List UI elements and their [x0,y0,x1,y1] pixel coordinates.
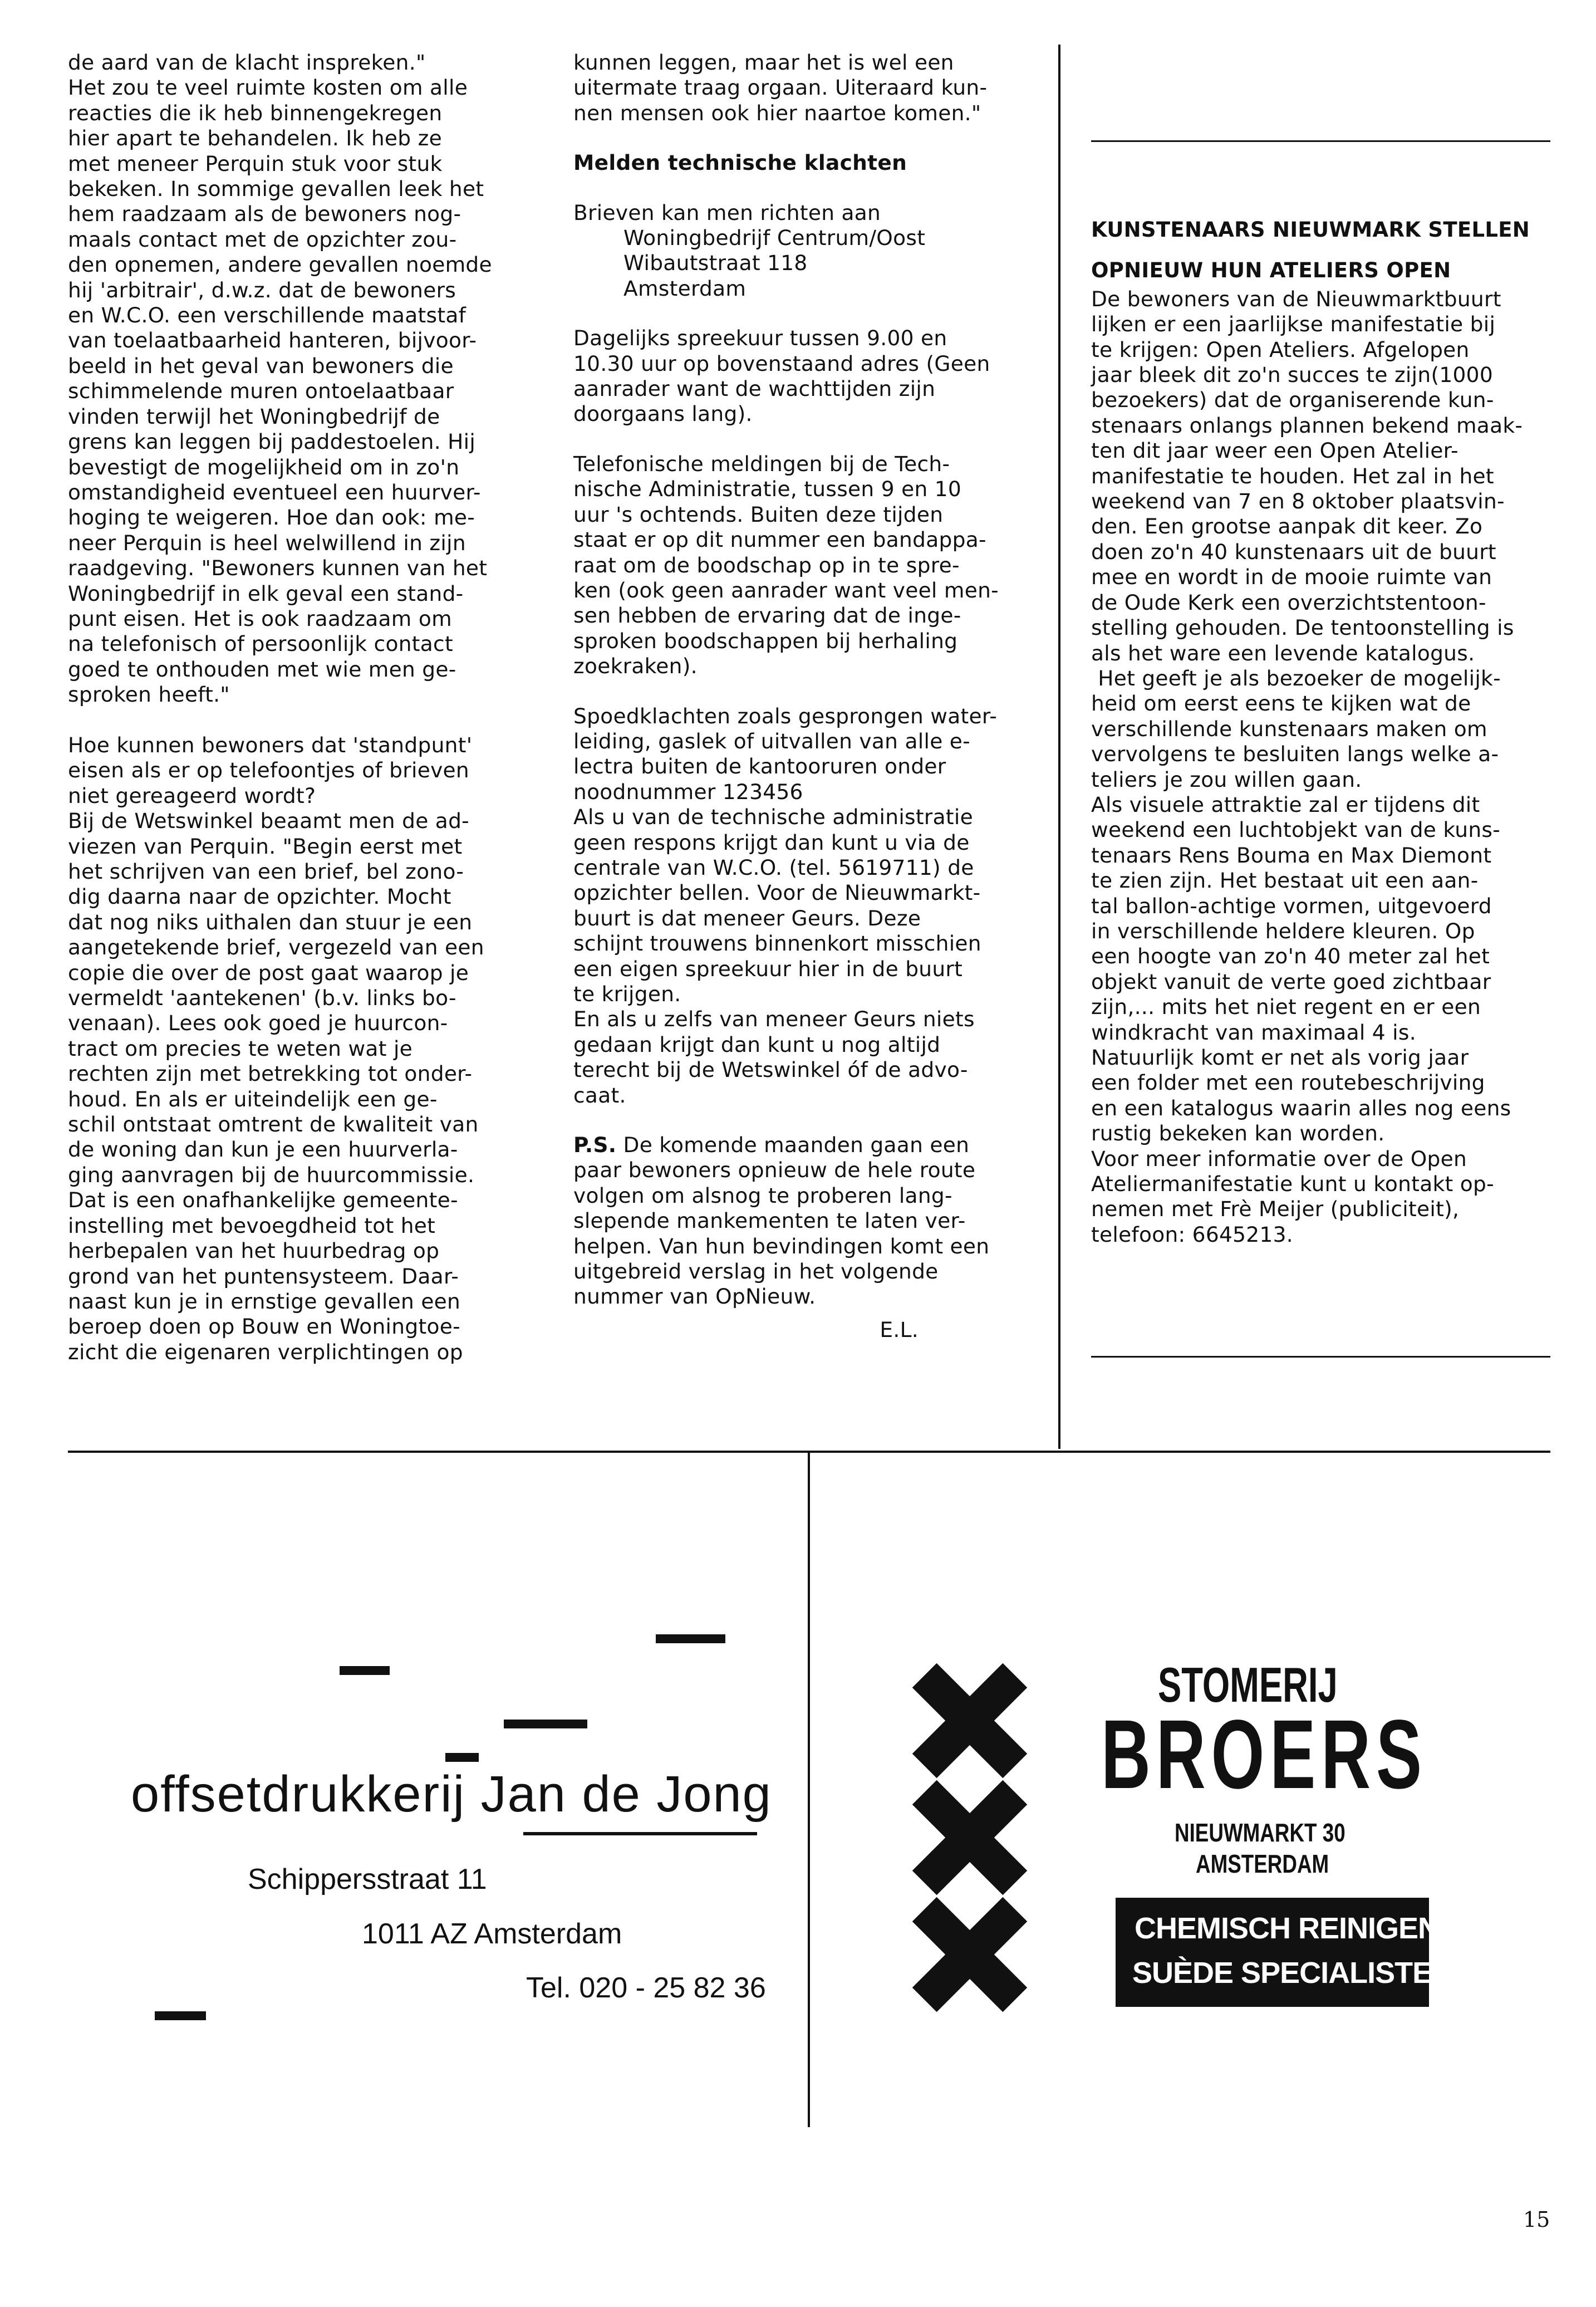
text-line: telefoon: 6645213. [1091,1222,1294,1247]
text-line: in verschillende heldere kleuren. Op [1091,918,1475,943]
text-line: uur 's ochtends. Buiten deze tijden [573,502,944,527]
column-1 [68,50,524,1365]
ps-first-line: De komende maanden gaan een [616,1133,970,1158]
printer-street: Schippersstraat 11 [248,1863,487,1895]
ad-divider-vertical [808,1451,810,2127]
text-line: zicht die eigenaren verplichtingen op [68,1339,463,1364]
decorative-dash [445,1753,479,1762]
text-line: De bewoners van de Nieuwmarktbuurt [1091,286,1501,311]
article-body [1091,287,1559,1247]
text-line: raat om de boodschap op in te spre- [573,552,960,577]
page-number: 15 [1523,2207,1550,2232]
service-suede: SUÈDE SPECIALISTEN [1132,1956,1453,1990]
text-line: van toelaatbaarheid hanteren, bijvoor- [68,328,477,353]
text-line: herbepalen van het huurbedrag op [68,1238,440,1263]
cross-icon [914,1782,1025,1893]
text-line: noodnummer 123456 [573,779,803,804]
stomerij-services-box [1116,1898,1453,2007]
text-line: Als u van de technische administratie [573,805,973,830]
text-line: viezen van Perquin. "Begin eerst met [68,834,463,859]
text-line: hem raadzaam als de bewoners nog- [68,202,461,227]
text-line: na telefonisch of persoonlijk contact [68,631,453,657]
text-line: met meneer Perquin stuk voor stuk [68,151,443,176]
text-line: buurt is dat meneer Geurs. Deze [573,905,921,930]
text-line: beroep doen op Bouw en Woningtoe- [68,1314,460,1339]
text-line: Dagelijks spreekuur tussen 9.00 en [573,326,947,351]
address-block [573,226,1035,301]
printer-city: 1011 AZ Amsterdam [362,1918,622,1950]
stomerij-street: NIEUWMARKT 30 [1175,1818,1345,1847]
text-line: nummer van OpNieuw. [573,1284,816,1309]
text-line: Natuurlijk komt er net als vorig jaar [1091,1045,1469,1070]
text-line: reacties die ik heb binnengekregen [68,100,443,125]
text-line: als het ware een levende katalogus. [1091,640,1475,665]
text-line: opzichter bellen. Voor de Nieuwmarkt- [573,880,981,905]
printer-company-name: offsetdrukkerij Jan de Jong [131,1766,772,1823]
text-line: maals contact met de opzichter zou- [68,227,457,252]
emergency-paragraph [573,704,1035,1109]
text-line: dat nog niks uithalen dan stuur je een [68,909,473,934]
stomerij-city: AMSTERDAM [1196,1849,1329,1878]
text-line: den opnemen, andere gevallen noemde [68,252,492,277]
decorative-dash [155,2011,206,2020]
text-line: instelling met bevoegdheid tot het [68,1213,436,1238]
text-line: den. Een grootse aanpak dit keer. Zo [1091,514,1483,539]
text-line: vervolgens te besluiten langs welke a- [1091,742,1499,767]
text-line: leiding, gaslek of uitvallen van alle e- [573,728,970,753]
text-line: sen hebben de ervaring dat de inge- [573,603,961,628]
address-line: Amsterdam [623,276,747,301]
column-2-intro [573,50,1035,126]
text-line [68,708,524,733]
column-divider-vertical [1058,45,1060,1449]
decorative-dash [340,1666,390,1675]
text-line: goed te onthouden met wie men ge- [68,657,456,682]
text-line: lectra buiten de kantooruren onder [573,754,946,779]
text-line: niet gereageerd wordt? [68,783,316,808]
signature: E.L. [880,1317,919,1342]
text-line: uitermate traag orgaan. Uiteraard kun- [573,75,988,100]
text-line: Het geeft je als bezoeker de mogelijk- [1091,665,1501,690]
text-line: hier apart te behandelen. Ik heb ze [68,126,442,151]
text-line: geen respons krijgt dan kunt u via de [573,830,970,855]
text-line: een eigen spreekuur hier in de buurt [573,956,963,981]
text-line: schijnt trouwens binnenkort misschien [573,931,981,956]
text-line: grond van het puntensysteem. Daar- [68,1263,459,1289]
text-line: Bij de Wetswinkel beaamt men de ad- [68,809,470,834]
text-line: houd. En als er uiteindelijk een ge- [68,1086,438,1111]
text-line: jaar bleek dit zo'n succes te zijn(1000 [1091,363,1494,388]
text-line: omstandigheid eventueel een huurver- [68,479,481,504]
right-column-bottom-rule [1091,1356,1550,1358]
text-line: centrale van W.C.O. (tel. 5619711) de [573,855,974,880]
text-line: nen mensen ook hier naartoe komen." [573,100,981,125]
text-line: sproken boodschappen bij herhaling [573,628,958,653]
text-line: aanrader want de wachttijden zijn [573,376,936,401]
cross-icon [914,1899,1025,2010]
text-line: nische Administratie, tussen 9 en 10 [573,477,962,502]
text-line: weekend van 7 en 8 oktober plaatsvin- [1091,489,1505,514]
text-line: Als visuele attraktie zal er tijdens dit [1091,792,1480,817]
text-line: en W.C.O. een verschillende maatstaf [68,303,466,328]
column-2 [573,50,1035,1343]
text-line: uitgebreid verslag in het volgende [573,1259,939,1284]
text-line: bezoekers) dat de organiserende kun- [1091,388,1494,413]
text-line: Woningbedrijf in elk geval een stand- [68,581,464,606]
decorative-dash [504,1720,587,1728]
text-line: mee en wordt in de mooie ruimte van [1091,565,1492,590]
text-line: neer Perquin is heel welwillend in zijn [68,530,466,555]
text-line: en een katalogus waarin alles nog eens [1091,1095,1511,1120]
service-cleaning: CHEMISCH REINIGEN [1135,1912,1440,1945]
text-line: beeld in het geval van bewoners die [68,353,454,378]
text-line: de aard van de klacht inspreken." [68,50,426,75]
text-line: Spoedklachten zoals gesprongen water- [573,703,998,728]
text-line: eisen als er op telefoontjes of brieven [68,758,469,783]
ps-paragraph [573,1133,1035,1310]
text-line: En als u zelfs van meneer Geurs niets [573,1007,975,1032]
text-line: heid om eerst eens te kijken wat de [1091,691,1471,716]
text-line: naast kun je in ernstige gevallen een [68,1289,461,1314]
spreekuur-paragraph [573,326,1035,427]
text-line: Dat is een onafhankelijke gemeente- [68,1188,458,1213]
text-line: gedaan krijgt dan kunt u nog altijd [573,1032,941,1057]
text-line: tract om precies te weten wat je [68,1036,413,1061]
stomerij-label: STOMERIJ [1158,1657,1338,1712]
text-line: windkracht van maximaal 4 is. [1091,1020,1416,1045]
text-line: een hoogte van zo'n 40 meter zal het [1091,944,1490,969]
text-line: rechten zijn met betrekking tot onder- [68,1061,473,1086]
text-line: terecht bij de Wetswinkel óf de advo- [573,1057,968,1083]
text-line: punt eisen. Het is ook raadzaam om [68,606,452,631]
text-line: 10.30 uur op bovenstaand adres (Geen [573,351,990,376]
text-line: te zien zijn. Het bestaat uit een aan- [1091,868,1479,893]
text-line: verschillende kunstenaars maken om [1091,716,1487,741]
text-line: volgen om alsnog te proberen lang- [573,1183,952,1208]
address-line: Wibautstraat 118 [623,251,808,276]
address-intro: Brieven kan men richten aan [573,200,881,225]
ps-label: P.S. [573,1133,617,1158]
text-line: caat. [573,1083,626,1108]
text-line: teliers je zou willen gaan. [1091,767,1362,792]
text-line: de woning dan kun je een huurverla- [68,1137,458,1162]
text-line: copie die over de post gaat waarop je [68,960,469,985]
text-line: weekend een luchtobjekt van de kuns- [1091,817,1501,843]
text-line: sproken heeft." [68,682,230,707]
text-line: aangetekende brief, vergezeld van een [68,935,484,960]
text-line: kunnen leggen, maar het is wel een [573,50,954,75]
text-line: tenaars Rens Bouma en Max Diemont [1091,843,1492,868]
text-line: schimmelende muren ontoelaatbaar [68,379,454,404]
text-line: vermeldt 'aantekenen' (b.v. links bo- [68,986,456,1011]
text-line: te krijgen. [573,982,681,1006]
address-line: Woningbedrijf Centrum/Oost [623,226,926,251]
text-line: nemen met Frè Meijer (publiciteit), [1091,1197,1460,1222]
text-line: hij 'arbitrair', d.w.z. dat de bewoners [68,277,456,302]
text-line: staat er op dit nummer een bandappa- [573,527,986,552]
text-line: zoekraken). [573,654,698,679]
text-line: te krijgen: Open Ateliers. Afgelopen [1091,337,1470,362]
text-line: ging aanvragen bij de huurcommissie. [68,1162,475,1187]
text-line: de Oude Kerk een overzichtstentoon- [1091,590,1486,615]
text-line: hoging te weigeren. Hoe dan ook: me- [68,505,475,530]
text-line: Ateliermanifestatie kunt u kontakt op- [1091,1172,1494,1197]
article-title-line-1: KUNSTENAARS NIEUWMARK STELLEN [1091,218,1530,242]
text-line: helpen. Van hun bevindingen komt een [573,1233,990,1258]
printer-underline [523,1832,757,1835]
text-line: stenaars onlangs plannen bekend maak- [1091,413,1523,438]
text-line: bekeken. In sommige gevallen leek het [68,177,484,202]
text-line: doen zo'n 40 kunstenaars uit de buurt [1091,539,1496,564]
text-line: ken (ook geen aanrader want veel men- [573,577,999,603]
text-line: manifestatie te houden. Het zal in het [1091,463,1494,488]
text-line: slepende mankementen te laten ver- [573,1208,966,1233]
text-line: paar bewoners opnieuw de hele route [573,1158,976,1183]
broers-name: BROERS [1101,1700,1427,1809]
text-line: Hoe kunnen bewoners dat 'standpunt' [68,732,473,757]
telephone-paragraph [573,452,1035,679]
text-line: venaan). Lees ook goed je huurcon- [68,1011,448,1036]
decorative-dash [656,1634,725,1643]
text-line: Voor meer informatie over de Open [1091,1146,1467,1171]
text-line: tal ballon-achtige vormen, uitgevoerd [1091,893,1492,918]
text-line: Het zou te veel ruimte kosten om alle [68,75,468,100]
text-line: doorgaans lang). [573,401,753,427]
heading-technical-complaints: Melden technische klachten [573,150,907,175]
text-line: raadgeving. "Bewoners kunnen van het [68,556,488,581]
text-line: objekt vanuit de verte goed zichtbaar [1091,969,1491,994]
text-line: lijken er een jaarlijkse manifestatie bij [1091,312,1496,337]
text-line: het schrijven van een brief, bel zono- [68,859,464,884]
text-line: rustig bekeken kan worden. [1091,1121,1385,1146]
text-line: een folder met een routebeschrijving [1091,1070,1485,1095]
printer-phone: Tel. 020 - 25 82 36 [526,1972,766,2004]
text-line: dig daarna naar de opzichter. Mocht [68,884,451,909]
right-column-top-rule [1091,140,1550,142]
text-line: schil ontstaat omtrent de kwaliteit van [68,1112,479,1137]
cross-icon [914,1665,1025,1776]
column-3 [1091,217,1559,1247]
article-title-line-2: OPNIEUW HUN ATELIERS OPEN [1091,258,1451,283]
text-line: Telefonische meldingen bij de Tech- [573,451,950,476]
text-line: zijn,... mits het niet regent en er een [1091,995,1481,1020]
text-line: ten dit jaar weer een Open Atelier- [1091,438,1459,463]
text-line: bevestigt de mogelijkheid om in zo'n [68,454,460,479]
text-line: stelling gehouden. De tentoonstelling is [1091,615,1514,640]
text-line: vinden terwijl het Woningbedrijf de [68,404,440,429]
text-line: grens kan leggen bij paddestoelen. Hij [68,429,476,454]
